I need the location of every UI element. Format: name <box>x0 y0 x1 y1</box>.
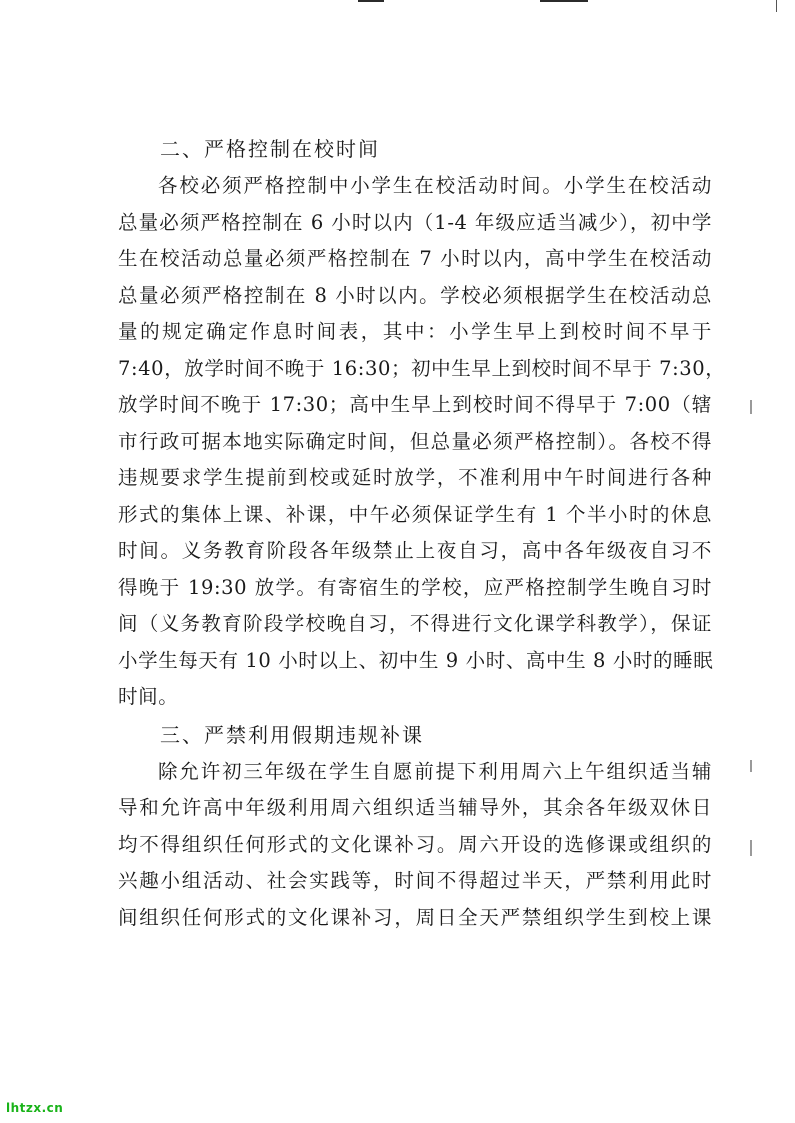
text-line: 时间。 <box>118 685 179 708</box>
text-line: 7:40，放学时间不晚于 16:30；初中生早上到校时间不早于 7:30， <box>118 356 726 380</box>
scan-mark-corner <box>776 0 777 12</box>
text-line: 时间。义务教育阶段各年级禁止上夜自习，高中各年级夜自习不 <box>118 539 712 562</box>
section-paragraph-holiday-tutoring <box>118 754 712 937</box>
text-line: 总量必须严格控制在 6 小时以内（1-4 年级应适当减少），初中学 <box>118 210 712 234</box>
text-line: 形式的集体上课、补课，中午必须保证学生有 1 个半小时的休息 <box>118 502 712 526</box>
scan-edge-mark <box>750 400 752 414</box>
text-line: 得晚于 19:30 放学。有寄宿生的学校，应严格控制学生晚自习时 <box>118 575 712 599</box>
text-line: 生在校活动总量必须严格控制在 7 小时以内，高中学生在校活动 <box>118 247 712 270</box>
section-paragraph-school-time <box>118 168 726 716</box>
text-line: 量的规定确定作息时间表，其中：小学生早上到校时间不早于 <box>118 320 712 343</box>
scan-mark-top-left <box>358 0 384 2</box>
text-line: 导和允许高中年级利用周六组织适当辅导外，其余各年级双休日 <box>118 796 712 819</box>
text-line: 各校必须严格控制中小学生在校活动时间。小学生在校活动 <box>158 174 712 197</box>
text-line: 除允许初三年级在学生自愿前提下利用周六上午组织适当辅 <box>158 759 712 783</box>
text-line: 兴趣小组活动、社会实践等，时间不得超过半天，严禁利用此时 <box>118 869 712 892</box>
text-line: 违规要求学生提前到校或延时放学，不准利用中午时间进行各种 <box>118 466 712 489</box>
section-heading-holiday-tutoring: 三、严禁利用假期违规补课 <box>160 722 424 747</box>
section-heading-school-time: 二、严格控制在校时间 <box>160 137 380 161</box>
scan-edge-mark <box>750 840 752 856</box>
text-line: 放学时间不晚于 17:30；高中生早上到校时间不得早于 7:00（辖 <box>118 393 712 416</box>
scan-edge-mark <box>750 760 752 772</box>
text-line: 小学生每天有 10 小时以上、初中生 9 小时、高中生 8 小时的睡眠 <box>118 648 714 672</box>
text-line: 间组织任何形式的文化课补习，周日全天严禁组织学生到校上课 <box>118 905 712 929</box>
document-body <box>118 130 726 936</box>
text-line: 总量必须严格控制在 8 小时以内。学校必须根据学生在校活动总 <box>118 283 712 307</box>
text-line: 均不得组织任何形式的文化课补习。周六开设的选修课或组织的 <box>118 832 712 856</box>
text-line: 间（义务教育阶段学校晚自习，不得进行文化课学科教学），保证 <box>118 612 712 635</box>
site-watermark: lhtzx.cn <box>6 1101 64 1115</box>
text-line: 市行政可据本地实际确定时间，但总量必须严格控制）。各校不得 <box>118 429 712 453</box>
scan-mark-top-right <box>540 0 588 2</box>
